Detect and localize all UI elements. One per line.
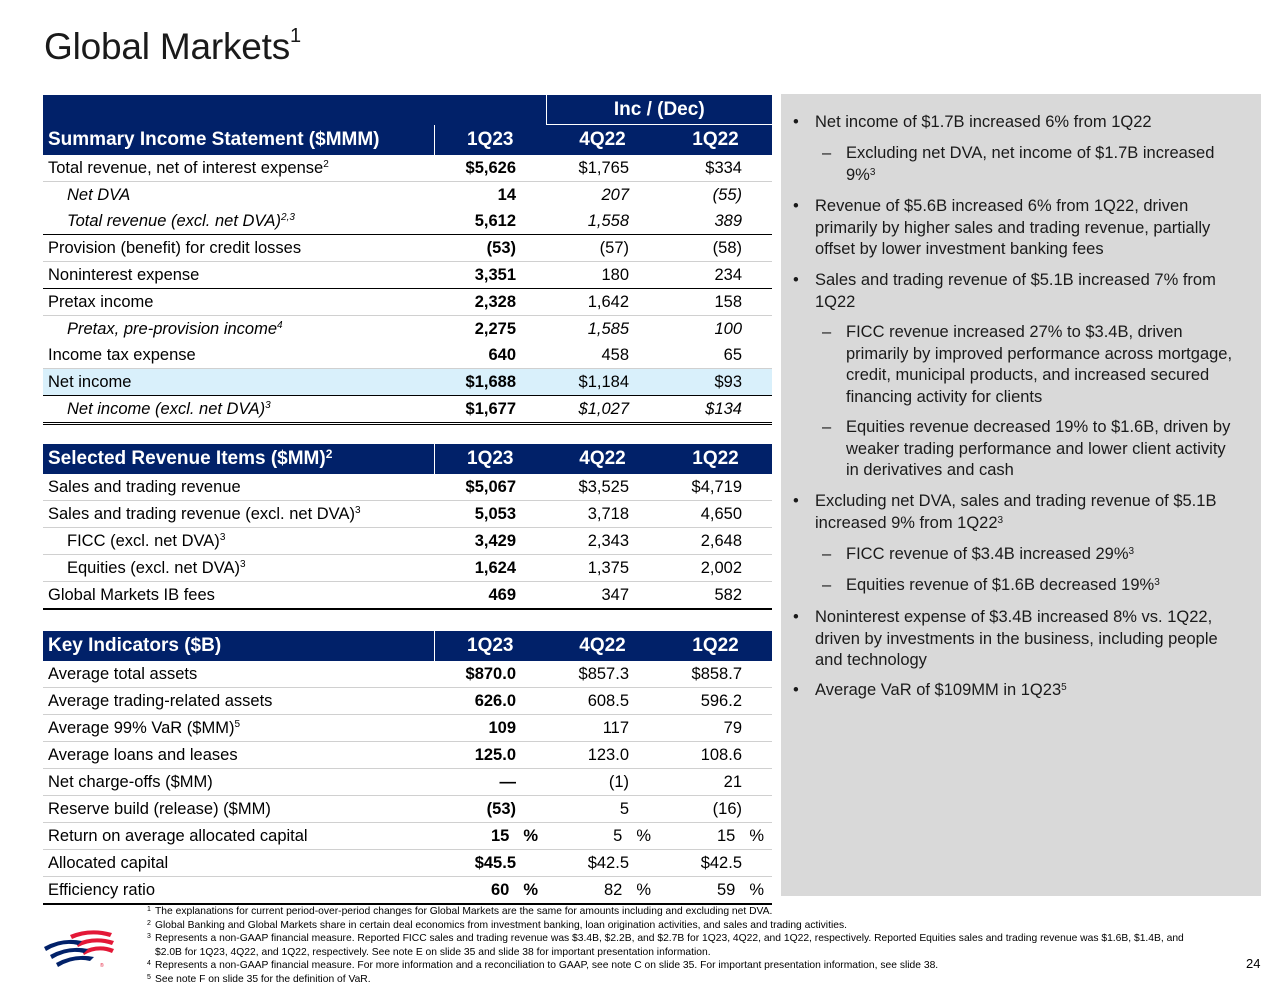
footnotes bbox=[147, 905, 1207, 986]
table-row bbox=[43, 262, 772, 289]
col-header: 4Q22 bbox=[546, 631, 659, 661]
value-1q23: $5,626 bbox=[434, 155, 546, 182]
value-1q23: 2,275 bbox=[474, 320, 516, 338]
value-1q22: 59 % bbox=[659, 877, 772, 905]
value-1q23: $1,688 bbox=[434, 369, 546, 396]
row-label: Global Markets IB fees bbox=[43, 582, 434, 610]
sub-bullet-point: – Equities revenue of $1.6B decreased 19%$^3$ bbox=[822, 576, 1160, 594]
value-1q22: 596.2 bbox=[659, 688, 772, 715]
col-header: 1Q23 bbox=[434, 444, 546, 474]
row-label: Average trading-related assets bbox=[43, 688, 434, 715]
table-row bbox=[43, 582, 772, 610]
value-4q22-change: 180 bbox=[546, 262, 659, 289]
value-1q23: 15 % bbox=[434, 823, 546, 850]
value-4q22: 608.5 bbox=[546, 688, 659, 715]
value-4q22: $857.3 bbox=[546, 661, 659, 688]
row-label: Sales and trading revenue (excl. net DVA)$^3$ bbox=[43, 501, 434, 528]
bank-flag-logo-icon bbox=[42, 925, 114, 973]
row-label: Total revenue (excl. net DVA)$^{2,3}$ bbox=[43, 208, 434, 235]
row-label: Net DVA bbox=[67, 186, 131, 204]
row-label: Average total assets bbox=[43, 661, 434, 688]
table-row bbox=[43, 715, 772, 742]
value-1q23: 626.0 bbox=[434, 688, 546, 715]
value-4q22-change: 207 bbox=[601, 186, 629, 204]
table-row bbox=[43, 501, 772, 528]
table-row bbox=[43, 850, 772, 877]
key-indicators-table bbox=[43, 631, 772, 905]
summary-header-label: Summary Income Statement ($MMM) bbox=[43, 125, 434, 156]
col-header: 1Q22 bbox=[659, 125, 772, 156]
row-label: Pretax, pre-provision income$^4$ bbox=[67, 320, 283, 338]
value-1q23: 3,429 bbox=[434, 528, 546, 555]
indicators-header-label: Key Indicators ($B) bbox=[43, 631, 434, 661]
bullet-point: • Revenue of $5.6B increased 6% from 1Q22, driven primarily by higher sales and trading revenue, partially offset by lower investment banking fees bbox=[793, 197, 1211, 258]
value-4q22: 3,718 bbox=[546, 501, 659, 528]
table-row bbox=[43, 316, 772, 343]
value-1q22-change: 234 bbox=[659, 262, 772, 289]
bullet-point: • Average VaR of $109MM in $1Q23^5$ bbox=[793, 681, 1067, 699]
table-row bbox=[43, 661, 772, 688]
value-1q22-change: 389 bbox=[659, 208, 772, 235]
value-1q23: — bbox=[434, 769, 546, 796]
value-1q22-change: 100 bbox=[714, 320, 742, 338]
bullet-point: • Sales and trading revenue of $5.1B increased 7% from 1Q22 bbox=[793, 271, 1216, 311]
row-label: Return on average allocated capital bbox=[43, 823, 434, 850]
value-4q22: 5 % bbox=[546, 823, 659, 850]
value-1q23: 1,624 bbox=[434, 555, 546, 582]
footnote: 1 The explanations for current period-over-period changes for Global Markets are the same for amounts including and excluding net DVA. bbox=[147, 906, 773, 917]
row-label: Income tax expense bbox=[43, 342, 434, 369]
row-label: FICC (excl. net DVA)$^3$ bbox=[43, 528, 434, 555]
table-row bbox=[43, 742, 772, 769]
value-1q22: (16) bbox=[659, 796, 772, 823]
footnote: 3 Represents a non-GAAP financial measure. Reported FICC sales and trading revenue was $3.4B, $2.2B, and $2.7B for 1Q23, 4Q22, and 1Q22, respectively. Reported Equities sales and trading revenue was $1.6B, $1.4B, and $2.0B for 1Q23, 4Q22, and 1Q22, respectively. See note E on slide 35 and slide 38 for important presentation information. bbox=[147, 933, 1184, 958]
value-1q23: 469 bbox=[434, 582, 546, 610]
row-label: Noninterest expense bbox=[43, 262, 434, 289]
table-row bbox=[43, 528, 772, 555]
table-row bbox=[43, 289, 772, 316]
table-row bbox=[43, 877, 772, 905]
summary-income-table bbox=[43, 95, 772, 425]
row-label: Average loans and leases bbox=[43, 742, 434, 769]
table-row bbox=[43, 769, 772, 796]
row-label: Equities (excl. net DVA)$^3$ bbox=[43, 555, 434, 582]
value-1q22: $4,719 bbox=[659, 474, 772, 501]
table-row bbox=[43, 396, 772, 424]
row-label: Net income (excl. net DVA)$^3$ bbox=[43, 396, 434, 424]
table-row bbox=[43, 155, 772, 182]
value-1q23: 109 bbox=[434, 715, 546, 742]
value-4q22-change: $1,184 bbox=[546, 369, 659, 396]
row-label: Provision (benefit) for credit losses bbox=[43, 235, 434, 262]
bullet-point: • Noninterest expense of $3.4B increased 8% vs. 1Q22, driven by investments in the business, including people and technology bbox=[793, 608, 1218, 669]
value-1q22-change: (58) bbox=[659, 235, 772, 262]
inc-dec-header: Inc / (Dec) bbox=[546, 95, 772, 125]
value-1q22: 21 bbox=[659, 769, 772, 796]
value-4q22-change: (57) bbox=[546, 235, 659, 262]
table-row bbox=[43, 235, 772, 262]
value-4q22: $3,525 bbox=[546, 474, 659, 501]
sub-bullet-point: – Equities revenue decreased 19% to $1.6B, driven by weaker trading performance and lower client activity in derivatives and cash bbox=[822, 418, 1231, 479]
value-1q23: 5,053 bbox=[434, 501, 546, 528]
value-4q22: 82 % bbox=[546, 877, 659, 905]
footnote: 5 See note F on slide 35 for the definition of VaR. bbox=[147, 973, 371, 985]
value-1q23: 2,328 bbox=[434, 289, 546, 316]
value-1q23: (53) bbox=[434, 796, 546, 823]
table-row bbox=[43, 474, 772, 501]
value-1q23: 14 bbox=[497, 186, 516, 204]
value-1q22: 2,648 bbox=[659, 528, 772, 555]
revenue-items-table bbox=[43, 444, 772, 610]
value-1q22-change: $334 bbox=[659, 155, 772, 182]
row-label: Net income bbox=[43, 369, 434, 396]
value-1q22: 582 bbox=[659, 582, 772, 610]
value-1q23: 640 bbox=[434, 342, 546, 369]
value-4q22: $42.5 bbox=[546, 850, 659, 877]
col-header: 4Q22 bbox=[546, 125, 659, 156]
value-1q22-change: $93 bbox=[659, 369, 772, 396]
table-row bbox=[43, 182, 772, 209]
value-4q22-change: 1,642 bbox=[546, 289, 659, 316]
row-label: Sales and trading revenue bbox=[43, 474, 434, 501]
value-1q23: 5,612 bbox=[434, 208, 546, 235]
value-1q23: $1,677 bbox=[434, 396, 546, 424]
value-1q22: 15 % bbox=[659, 823, 772, 850]
value-4q22: 117 bbox=[546, 715, 659, 742]
col-header: 1Q23 bbox=[434, 631, 546, 661]
bullet-point: • Net income of $1.7B increased 6% from 1Q22 bbox=[793, 113, 1152, 131]
value-1q23: 60 % bbox=[434, 877, 546, 905]
row-label: Reserve build (release) ($MM) bbox=[43, 796, 434, 823]
value-1q22: 108.6 bbox=[659, 742, 772, 769]
table-row bbox=[43, 208, 772, 235]
value-1q22: $858.7 bbox=[659, 661, 772, 688]
row-label: Efficiency ratio bbox=[43, 877, 434, 905]
value-4q22: 347 bbox=[546, 582, 659, 610]
value-4q22: (1) bbox=[546, 769, 659, 796]
value-4q22: 2,343 bbox=[546, 528, 659, 555]
revenue-header-label: Selected Revenue Items ($MM)$^2$ bbox=[43, 444, 434, 474]
value-1q22: $42.5 bbox=[659, 850, 772, 877]
value-1q23: 125.0 bbox=[434, 742, 546, 769]
bullet-point: • Excluding net DVA, sales and trading revenue of $5.1B increased 9% from $1Q22^3$ bbox=[793, 492, 1217, 532]
page-title: Global Markets$^1$ bbox=[44, 24, 301, 67]
table-row bbox=[43, 555, 772, 582]
value-1q23: 3,351 bbox=[434, 262, 546, 289]
value-4q22-change: 458 bbox=[546, 342, 659, 369]
value-1q22-change: $134 bbox=[659, 396, 772, 424]
row-label: Total revenue, net of interest expense$^2$ bbox=[43, 155, 434, 182]
value-1q22: 2,002 bbox=[659, 555, 772, 582]
value-4q22-change: 1,585 bbox=[587, 320, 629, 338]
value-4q22-change: $1,765 bbox=[546, 155, 659, 182]
value-4q22: 1,375 bbox=[546, 555, 659, 582]
col-header: 1Q22 bbox=[659, 444, 772, 474]
value-1q22-change: 158 bbox=[659, 289, 772, 316]
value-4q22-change: $1,027 bbox=[546, 396, 659, 424]
col-header: 4Q22 bbox=[546, 444, 659, 474]
row-label: Average 99% VaR ($MM)$^5$ bbox=[43, 715, 434, 742]
value-1q23: $870.0 bbox=[434, 661, 546, 688]
value-4q22-change: 1,558 bbox=[546, 208, 659, 235]
col-header: 1Q23 bbox=[434, 125, 546, 156]
table-row bbox=[43, 688, 772, 715]
sub-bullet-point: – FICC revenue of $3.4B increased 29%$^3$ bbox=[822, 545, 1135, 563]
footnote: 2 Global Banking and Global Markets share in certain deal economics from investment banking, loan origination activities, and sales and trading activities. bbox=[147, 919, 847, 931]
value-1q22-change: 65 bbox=[659, 342, 772, 369]
value-4q22: 123.0 bbox=[546, 742, 659, 769]
sub-bullet-point: – FICC revenue increased 27% to $3.4B, driven primarily by improved performance across mortgage, credit, municipal products, and increased secured financing activity for clients bbox=[822, 323, 1233, 406]
table-row bbox=[43, 342, 772, 369]
value-1q23: (53) bbox=[434, 235, 546, 262]
row-label: Allocated capital bbox=[43, 850, 434, 877]
value-1q22: 79 bbox=[659, 715, 772, 742]
sub-bullet-point: – Excluding net DVA, net income of $1.7B increased 9%$^3$ bbox=[822, 144, 1215, 184]
value-4q22: 5 bbox=[546, 796, 659, 823]
table-row bbox=[43, 823, 772, 850]
table-row bbox=[43, 796, 772, 823]
page-number: 24 bbox=[1246, 956, 1261, 971]
svg-text:®: ® bbox=[100, 963, 104, 969]
value-1q23: $5,067 bbox=[434, 474, 546, 501]
col-header: 1Q22 bbox=[659, 631, 772, 661]
value-1q22-change: (55) bbox=[712, 186, 742, 204]
value-1q23: $45.5 bbox=[434, 850, 546, 877]
footnote: 4 Represents a non-GAAP financial measure. For more information and a reconciliation to GAAP, see note C on slide 35. For important presentation information, see slide 38. bbox=[147, 960, 939, 971]
table-row bbox=[43, 369, 772, 396]
value-1q22: 4,650 bbox=[659, 501, 772, 528]
row-label: Pretax income bbox=[43, 289, 434, 316]
row-label: Net charge-offs ($MM) bbox=[43, 769, 434, 796]
